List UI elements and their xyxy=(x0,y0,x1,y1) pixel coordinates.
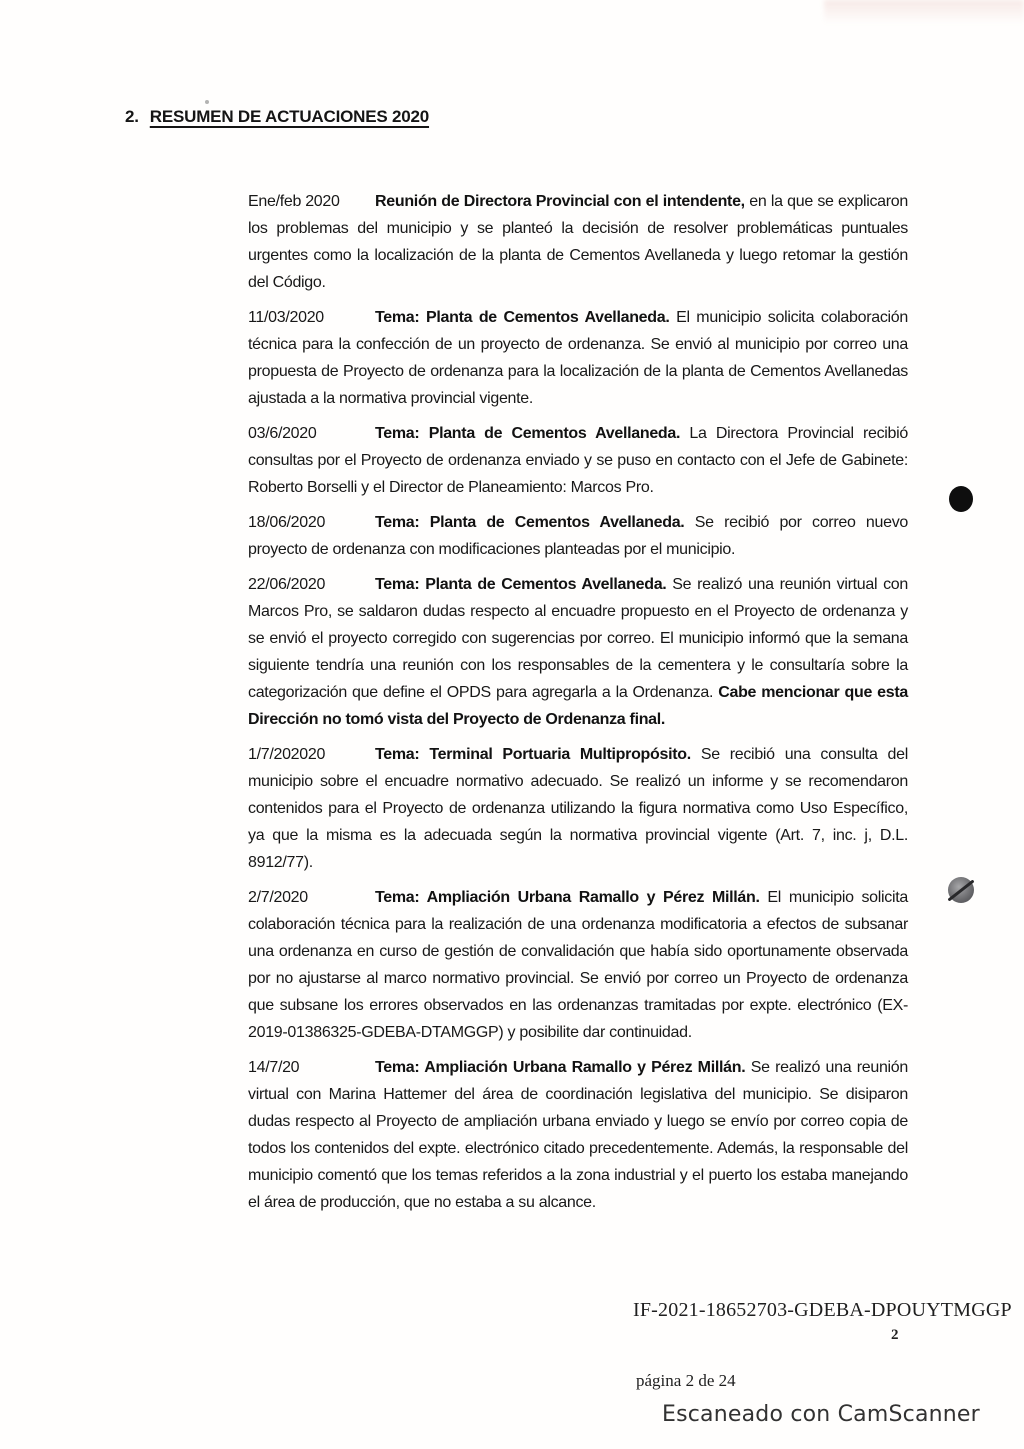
entry-date: 03/6/2020 xyxy=(248,425,317,442)
entry-text: en la que se explicaron los problemas del municipio y se planteó la decisión de resolver problemáticas puntuales urgentes como la localización de la planta de Cementos Avellaneda y luego retomar la gestión del Código. xyxy=(248,193,908,291)
entry-topic: Tema: Planta de Cementos Avellaneda. xyxy=(375,514,685,531)
entry-text: El municipio solicita colaboración técnica para la realización de una ordenanza modificatoria a efectos de subsanar una ordenanza en curso de gestión de convalidación que había sido oportunamente observada por no ajustarse al marco normativo provincial. Se envió por correo un Proyecto de ordenanza que subsane los errores observados en las ordenanzas tramitadas por expte. electrónico (EX-2019-01386325-GDEBA-DTAMGGP) y posibilite dar continuidad. xyxy=(248,889,908,1041)
entry-topic: Tema: Ampliación Urbana Ramallo y Pérez Millán. xyxy=(375,1059,746,1076)
entries-list xyxy=(248,188,908,1224)
section-number: 2. xyxy=(125,107,139,126)
entry-2-7-2020 xyxy=(248,884,908,1046)
page-number: 2 xyxy=(891,1327,899,1343)
entry-topic: Tema: Planta de Cementos Avellaneda. xyxy=(375,425,681,442)
entry-date: 1/7/202020 xyxy=(248,746,326,763)
entry-text: Se recibió una consulta del municipio sobre el encuadre normativo adecuado. Se realizó un informe y se recomendaron contenidos para el Proyecto de ordenanza utilizando la figura normativa como Uso Específico, ya que la misma es la adecuada según la normativa provincial vigente (Art. 7, inc. j, D.L. 8912/77). xyxy=(248,746,908,871)
document-code: IF-2021-18652703-GDEBA-DPOUYTMGGP xyxy=(633,1299,1012,1321)
entry-text: Se recibió por correo nuevo proyecto de ordenanza con modificaciones planteadas por el municipio. xyxy=(248,514,908,558)
section-title: RESUMEN DE ACTUACIONES 2020 xyxy=(149,107,430,126)
scan-speck-artifact xyxy=(205,100,209,104)
entry-11-03-2020 xyxy=(248,304,908,412)
entry-bold-note: Cabe mencionar que esta Dirección no tomó vista del Proyecto de Ordenanza final. xyxy=(248,684,908,728)
entry-18-06-2020 xyxy=(248,509,908,563)
entry-ene-feb-2020 xyxy=(248,188,908,296)
entry-text: Se realizó una reunión virtual con Marina Hattemer del área de coordinación legislativa del municipio. Se disiparon dudas respecto al Proyecto de ampliación urbana enviado y luego se envío por correo copia de todos los contenidos del expte. electrónico citado precedentemente. Además, la responsable del municipio comentó que los temas referidos a la zona industrial y el puerto los estaba manejando el área de producción, que no estaba a su alcance. xyxy=(248,1059,908,1211)
entry-22-06-2020 xyxy=(248,571,908,733)
scan-smudge-artifact xyxy=(824,0,1024,24)
entry-topic: Tema: Planta de Cementos Avellaneda. xyxy=(375,576,667,593)
entry-topic: Tema: Ampliación Urbana Ramallo y Pérez Millán. xyxy=(375,889,760,906)
hole-punch-artifact xyxy=(948,877,974,903)
entry-text: El municipio solicita colaboración técnica para la confección de un proyecto de ordenanza. Se envió al municipio por correo una propuesta de Proyecto de ordenanza para la localización de la planta de Cementos Avellanedas ajustada a la normativa provincial vigente. xyxy=(248,309,908,407)
entry-text: Se realizó una reunión virtual con Marcos Pro, se saldaron dudas respecto al encuadre propuesto en el Proyecto de ordenanza y se envió el proyecto corregido con sugerencias por correo. El municipio informó que la semana siguiente tendría una reunión con los responsables de la cementera y le consultaría sobre la categorización que define el OPDS para agregarla a la Ordenanza. xyxy=(248,576,908,701)
entry-date: 22/06/2020 xyxy=(248,576,326,593)
entry-date: 14/7/20 xyxy=(248,1059,300,1076)
entry-date: Ene/feb 2020 xyxy=(248,193,340,210)
entry-1-7-202020 xyxy=(248,741,908,876)
entry-topic: Reunión de Directora Provincial con el intendente, xyxy=(375,193,745,210)
ink-dot-artifact xyxy=(949,486,973,512)
entry-topic: Tema: Planta de Cementos Avellaneda. xyxy=(375,309,670,326)
entry-topic: Tema: Terminal Portuaria Multipropósito. xyxy=(375,746,691,763)
section-heading xyxy=(125,107,429,127)
pagination-label: página 2 de 24 xyxy=(636,1371,736,1390)
entry-date: 18/06/2020 xyxy=(248,514,326,531)
entry-03-6-2020 xyxy=(248,420,908,501)
entry-14-7-20 xyxy=(248,1054,908,1216)
camscanner-watermark: Escaneado con CamScanner xyxy=(662,1402,980,1427)
entry-date: 11/03/2020 xyxy=(248,309,324,326)
entry-text: La Directora Provincial recibió consultas por el Proyecto de ordenanza enviado y se puso en contacto con el Jefe de Gabinete: Roberto Borselli y el Director de Planeamiento: Marcos Pro. xyxy=(248,425,908,496)
entry-date: 2/7/2020 xyxy=(248,889,308,906)
